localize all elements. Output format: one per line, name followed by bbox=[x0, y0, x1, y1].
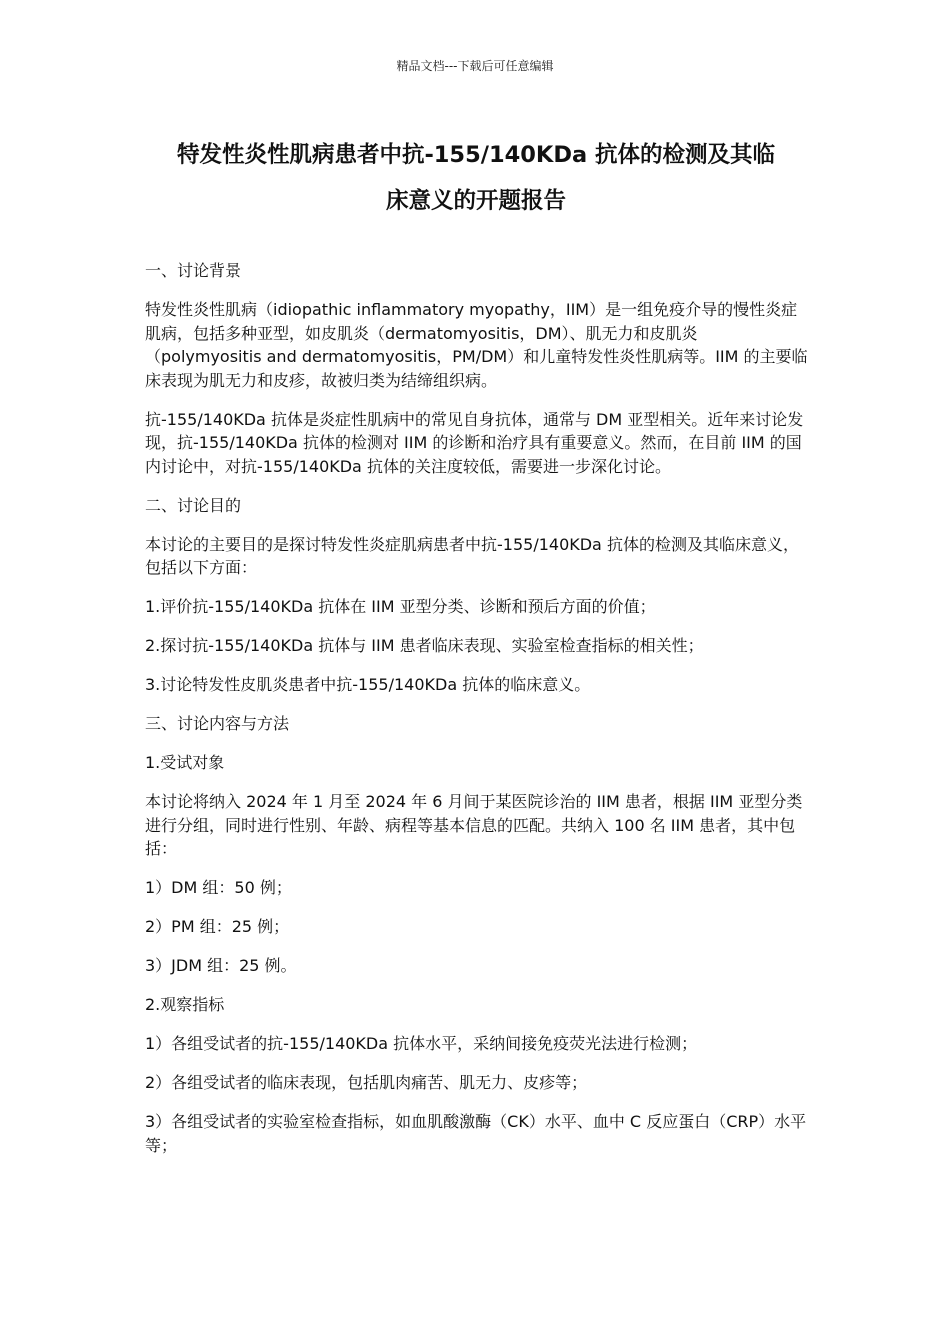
document-body bbox=[145, 259, 813, 1173]
group-item-dm: 1）DM 组：50 例； bbox=[145, 878, 292, 897]
indicator-item-3: 3）各组受试者的实验室检查指标，如血肌酸激酶（CK）水平、血中 C 反应蛋白（CRP）水平等； bbox=[145, 1112, 807, 1155]
subheading-subjects: 1.受试对象 bbox=[145, 753, 225, 772]
purpose-item-2: 2.探讨抗-155/140KDa 抗体与 IIM 患者临床表现、实验室检查指标的相关性； bbox=[145, 636, 704, 655]
paragraph-subjects: 本讨论将纳入 2024 年 1 月至 2024 年 6 月间于某医院诊治的 IIM 患者，根据 IIM 亚型分类进行分组，同时进行性别、年龄、病程等基本信息的匹配。共纳入 100 名 IIM 患者，其中包括： bbox=[145, 792, 803, 858]
indicator-item-2: 2）各组受试者的临床表现，包括肌肉痛苦、肌无力、皮疹等； bbox=[145, 1073, 588, 1092]
subheading-indicators: 2.观察指标 bbox=[145, 995, 225, 1014]
paragraph-purpose: 本讨论的主要目的是探讨特发性炎症肌病患者中抗-155/140KDa 抗体的检测及其临床意义，包括以下方面： bbox=[145, 534, 799, 577]
indicator-item-1: 1）各组受试者的抗-155/140KDa 抗体水平，采纳间接免疫荧光法进行检测； bbox=[145, 1034, 698, 1053]
section-heading-methods: 三、讨论内容与方法 bbox=[145, 714, 290, 733]
page-header: 精品文档---下载后可任意编辑 bbox=[396, 59, 554, 73]
section-heading-background: 一、讨论背景 bbox=[145, 261, 242, 280]
title-line-2: 床意义的开题报告 bbox=[385, 188, 566, 214]
purpose-item-3: 3.讨论特发性皮肌炎患者中抗-155/140KDa 抗体的临床意义。 bbox=[145, 675, 591, 694]
title-line-1: 特发性炎性肌病患者中抗-155/140KDa 抗体的检测及其临 bbox=[176, 142, 776, 168]
group-item-jdm: 3）JDM 组：25 例。 bbox=[145, 956, 297, 975]
section-heading-purpose: 二、讨论目的 bbox=[145, 495, 242, 515]
paragraph-iim-intro: 特发性炎性肌病（idiopathic inflammatory myopathy，IIM）是一组免疫介导的慢性炎症肌病，包括多种亚型，如皮肌炎（dermatomyositis，DM）、肌无力和皮肌炎（polymyositis and dermatomyositis，PM/DM）和儿童特发性炎性肌病等。IIM 的主要临床表现为肌无力和皮疹，故被归类为结缔组织病。 bbox=[145, 300, 808, 390]
group-item-pm: 2）PM 组：25 例； bbox=[145, 917, 290, 936]
document-title bbox=[145, 132, 807, 224]
purpose-item-1: 1.评价抗-155/140KDa 抗体在 IIM 亚型分类、诊断和预后方面的价值； bbox=[145, 597, 656, 616]
paragraph-antibody-intro: 抗-155/140KDa 抗体是炎症性肌病中的常见自身抗体，通常与 DM 亚型相关。近年来讨论发现，抗-155/140KDa 抗体的检测对 IIM 的诊断和治疗具有重要意义。然而，在目前 IIM 的国内讨论中，对抗-155/140KDa 抗体的关注度较低，需要进一步深化讨论。 bbox=[145, 409, 804, 476]
